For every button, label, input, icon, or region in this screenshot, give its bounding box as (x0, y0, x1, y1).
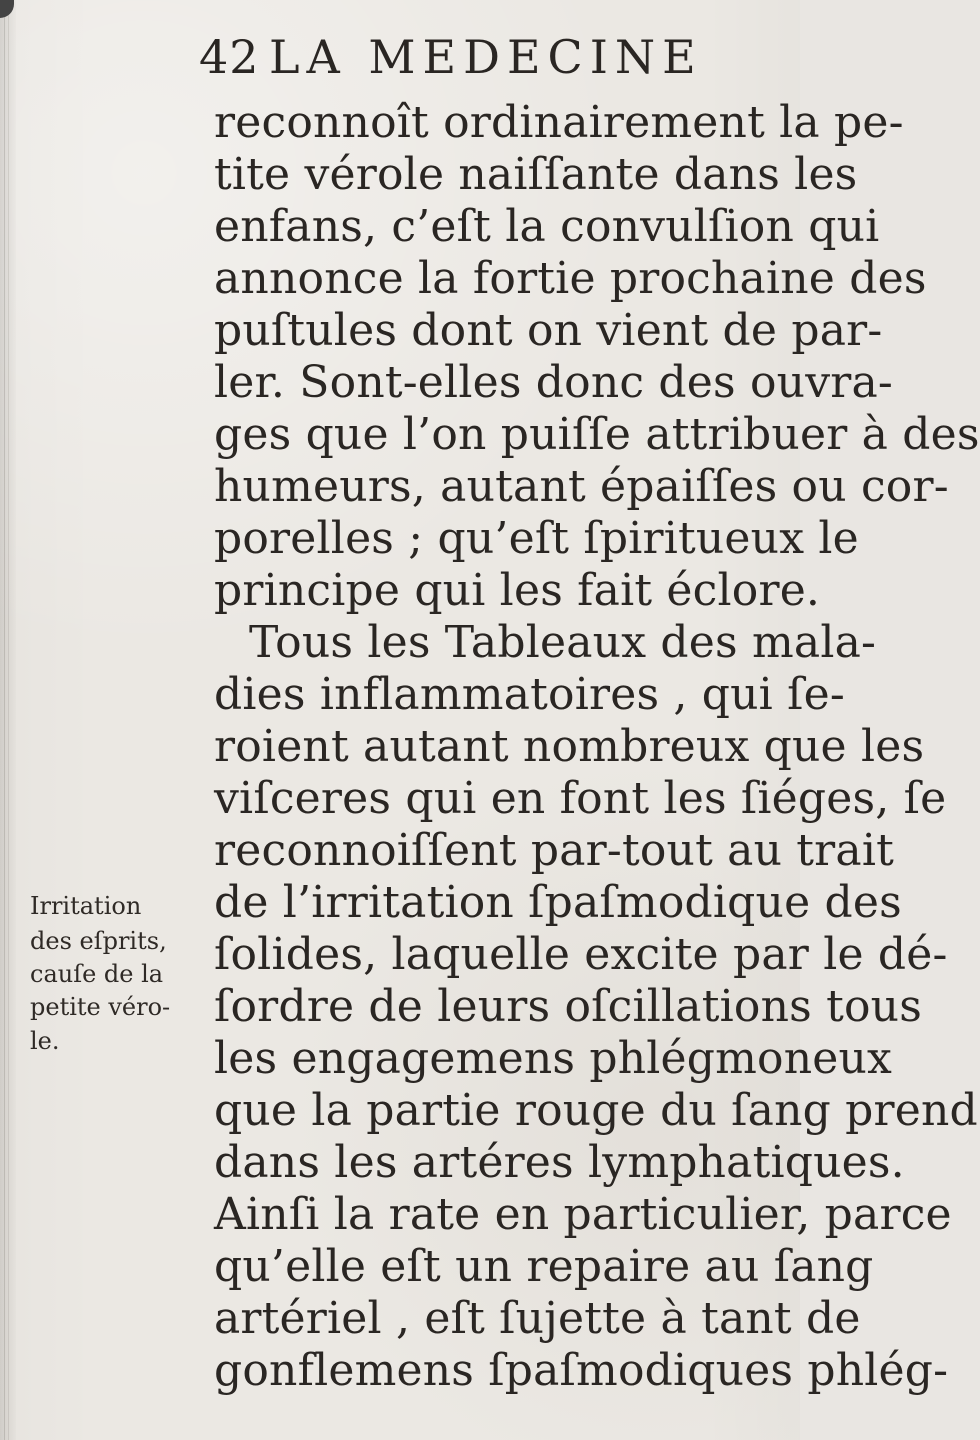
body-line: de l’irritation ſpaſmodique des (214, 877, 902, 928)
body-line: ler. Sont-elles donc des ouvra- (214, 357, 894, 408)
body-line: artériel , eſt ſujette à tant de (214, 1293, 861, 1344)
body-line: puſtules dont on vient de par- (214, 305, 883, 356)
body-line: Tous les Tableaux des mala- (249, 617, 877, 668)
body-line: ges que l’on puiſſe attribuer à des (214, 409, 980, 460)
body-line: reconnoît ordinairement la pe- (214, 97, 904, 148)
body-line: porelles ; qu’eſt ſpiritueux le (214, 513, 859, 564)
marginal-note-line: petite véro- (30, 993, 171, 1021)
body-line: enfans, c’eſt la convulſion qui (214, 201, 880, 252)
body-line: roient autant nombreux que les (214, 721, 925, 772)
body-line: ſolides, laquelle excite par le dé- (214, 929, 948, 980)
body-line: annonce la fortie prochaine des (214, 253, 927, 304)
body-line: reconnoiſſent par-tout au trait (214, 825, 894, 876)
page-number: 42 (199, 30, 260, 84)
body-line: dies inflammatoires , qui ſe- (214, 669, 845, 720)
body-line: que la partie rouge du ſang prend (214, 1085, 978, 1136)
body-line: principe qui les fait éclore. (214, 565, 821, 616)
body-line: tite vérole naiſſante dans les (214, 149, 858, 200)
body-line: ſordre de leurs oſcillations tous (214, 981, 922, 1032)
running-head: LA MEDECINE (269, 30, 703, 84)
marginal-note-line: des eſprits, (30, 927, 167, 955)
body-line: gonflemens ſpaſmodiques phlég- (214, 1345, 949, 1396)
marginal-note-line: cauſe de la (30, 960, 164, 988)
marginal-note-line: le. (30, 1027, 60, 1055)
body-line: viſceres qui en font les ſiéges, ſe (214, 773, 947, 824)
body-line: les engagemens phlégmoneux (214, 1033, 893, 1084)
body-line: qu’elle eſt un repaire au ſang (214, 1241, 874, 1292)
marginal-note-line: Irritation (30, 892, 142, 920)
body-line: dans les artéres lymphatiques. (214, 1137, 905, 1188)
body-line: Ainſi la rate en particulier, parce (214, 1189, 952, 1240)
body-line: humeurs, autant épaiſſes ou cor- (214, 461, 949, 512)
